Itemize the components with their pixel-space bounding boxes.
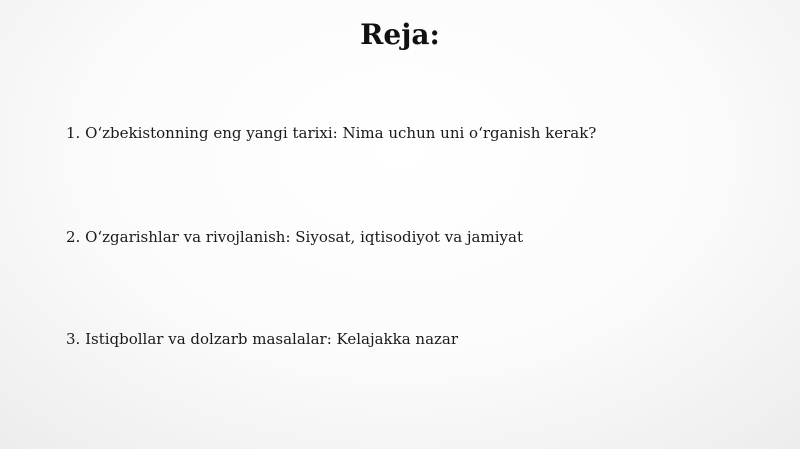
plan-item-3: 3. Istiqbollar va dolzarb masalalar: Kelajakka nazar	[66, 330, 459, 348]
plan-item-2: 2. O‘zgarishlar va rivojlanish: Siyosat, iqtisodiyot va jamiyat	[66, 228, 523, 246]
plan-list	[66, 0, 786, 449]
slide-title: Reja:	[360, 18, 440, 51]
plan-item-1: 1. O‘zbekistonning eng yangi tarixi: Nima uchun uni o‘rganish kerak?	[66, 124, 597, 142]
